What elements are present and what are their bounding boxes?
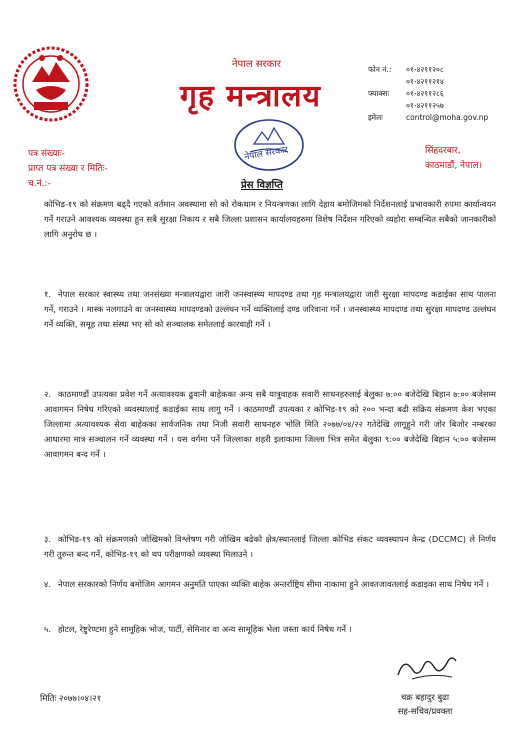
stamp-text: नेपाल सरकार: [243, 145, 289, 163]
handwritten-signature: [392, 653, 462, 683]
signatory-block: [366, 690, 484, 718]
ministry-name: गृह मन्त्रालय: [180, 79, 322, 114]
directive-item: १. नेपाल सरकार स्वास्थ्य तथा जनसंख्या मन्त्रालयद्वारा जारी जनस्वास्थ्य मापदण्ड तथा गृह मन्त्रालयद्वारा जारी सुरक्षा मापदण्ड कडाईका साथ पालना गर्ने, गराउने । मास्क नलगाउने वा जनस्वास्थ्य मापदण्डको उल्लंघन गर्ने व्यक्तिलाई दण्ड जरिवाना गर्ने । जनस्वास्थ्य मापदण्ड तथा सुरक्षा मापदण्ड उल्लंघन गर्ने व्यक्ति, समूह तथा संस्था भए सो को सञ्चालक समेतलाई कारवाही गर्ने ।: [44, 289, 496, 329]
directive-item: ५. होटल, रेष्टुरेण्टमा हुने सामूहिक भोज, पार्टी, सेमिनार वा अन्य सामूहिक भेला जस्ता कार्य निषेध गर्ने ।: [44, 624, 352, 634]
directive-item: २. काठमाण्डौं उपत्यका प्रवेश गर्ने अत्यावश्यक ढुवानी बाहेकका अन्य सबै यात्रुवाहक सवारी साधनहरुलाई बेलुका ७:०० बजेदेखि बिहान ७:०० बजेसम्म आवागमन निषेध गरिएको व्यवस्थालाई कडाईका साथ लागु गर्ने । काठमाण्डौं उपत्यका र कोभिड-१९ को २०० भन्दा बढी सक्रिय संक्रमण केश भएका जिल्लामा अत्यावश्यक सेवा बाहेकका सार्वजनिक तथा निजी सवारी साधनहरु भोलि मिति २०७७/०४/२२ गतेदेखि लागूहुने गरी जोर बिजोर नम्बरका आधारमा मात्र सञ्चालन गर्ने व्यवस्था गर्ने । यस वर्गमा पर्ने जिल्लाका शहरी इलाकामा जिल्ला भित्र समेत बेलुका ९:०० बजेदेखि बिहान ५:०० बजेसम्म आवागमन बन्द गर्ने ।: [44, 389, 496, 459]
nepal-emblem-logo: [12, 44, 90, 124]
directive-item: ३. कोभिड-१९ को संक्रमणको जोखिमको विश्लेषण गरी जोखिम बढेको क्षेत्र/स्थानलाई जिल्ला कोभिड संकट व्यवस्थापन केन्द्र (DCCMC) ले निर्णय गरी तुरुन्त बन्द गर्ने, कोभिड-१९ को थप परीक्षणको व्यवस्था मिलाउने ।: [44, 534, 496, 559]
dispatch-number-label: च.नं.:-: [28, 179, 51, 189]
signatory-title: सह-सचिव/प्रवक्ता: [397, 706, 453, 716]
letter-number-label: पत्र संख्याः-: [28, 149, 65, 159]
contact-row: फ्याक्सः ०१-४२११२८६: [368, 89, 444, 98]
press-release-title: प्रेस विज्ञप्ति: [241, 180, 283, 191]
office-address: सिंहदरबार, काठमाडौं, नेपाल।: [425, 146, 483, 171]
contact-block: [368, 64, 518, 124]
contact-row: फोन नं.: ०१-४२११२०८: [368, 65, 444, 74]
document-date: मितिः २०७७।०४।२१: [40, 694, 102, 704]
received-ref-label: प्राप्त पत्र संख्या र मितिः-: [28, 164, 108, 174]
reference-fields: [28, 147, 108, 192]
signatory-name: चक्र बहादुर बुढा: [400, 692, 449, 702]
directive-item: ४. नेपाल सरकारको निर्णय बमोजिम आगमन अनुमति पाएका व्यक्ति बाहेक अन्तर्राष्ट्रिय सीमा नाकामा हुने आवतजावतलाई कडाइका साथ निषेध गर्ने ।: [44, 579, 490, 589]
contact-row: ०१-४२११२५७: [406, 101, 444, 110]
intro-paragraph: कोभिड-१९ को संक्रमण बढ्दै गएको वर्तमान अवस्थामा सो को रोकथाम र नियन्त्रणका लागि देहाय बमोजिमको निर्देशनलाई प्रभावकारी रुपमा कार्यान्वयन गर्ने गराउने आवश्यक व्यवस्था हुन सबै सुरक्षा निकाय र सबै जिल्ला प्रशासन कार्यालयहरुमा विशेष निर्देशन गरिएको व्यहोरा सम्बन्धित सबैको जानकारीको लागि अनुरोध छ ।: [44, 199, 496, 239]
government-name: नेपाल सरकार: [232, 59, 281, 70]
contact-row: ०१-४२११२१४: [406, 77, 444, 86]
contact-row: इमेलः control@moha.gov.np: [368, 113, 489, 122]
